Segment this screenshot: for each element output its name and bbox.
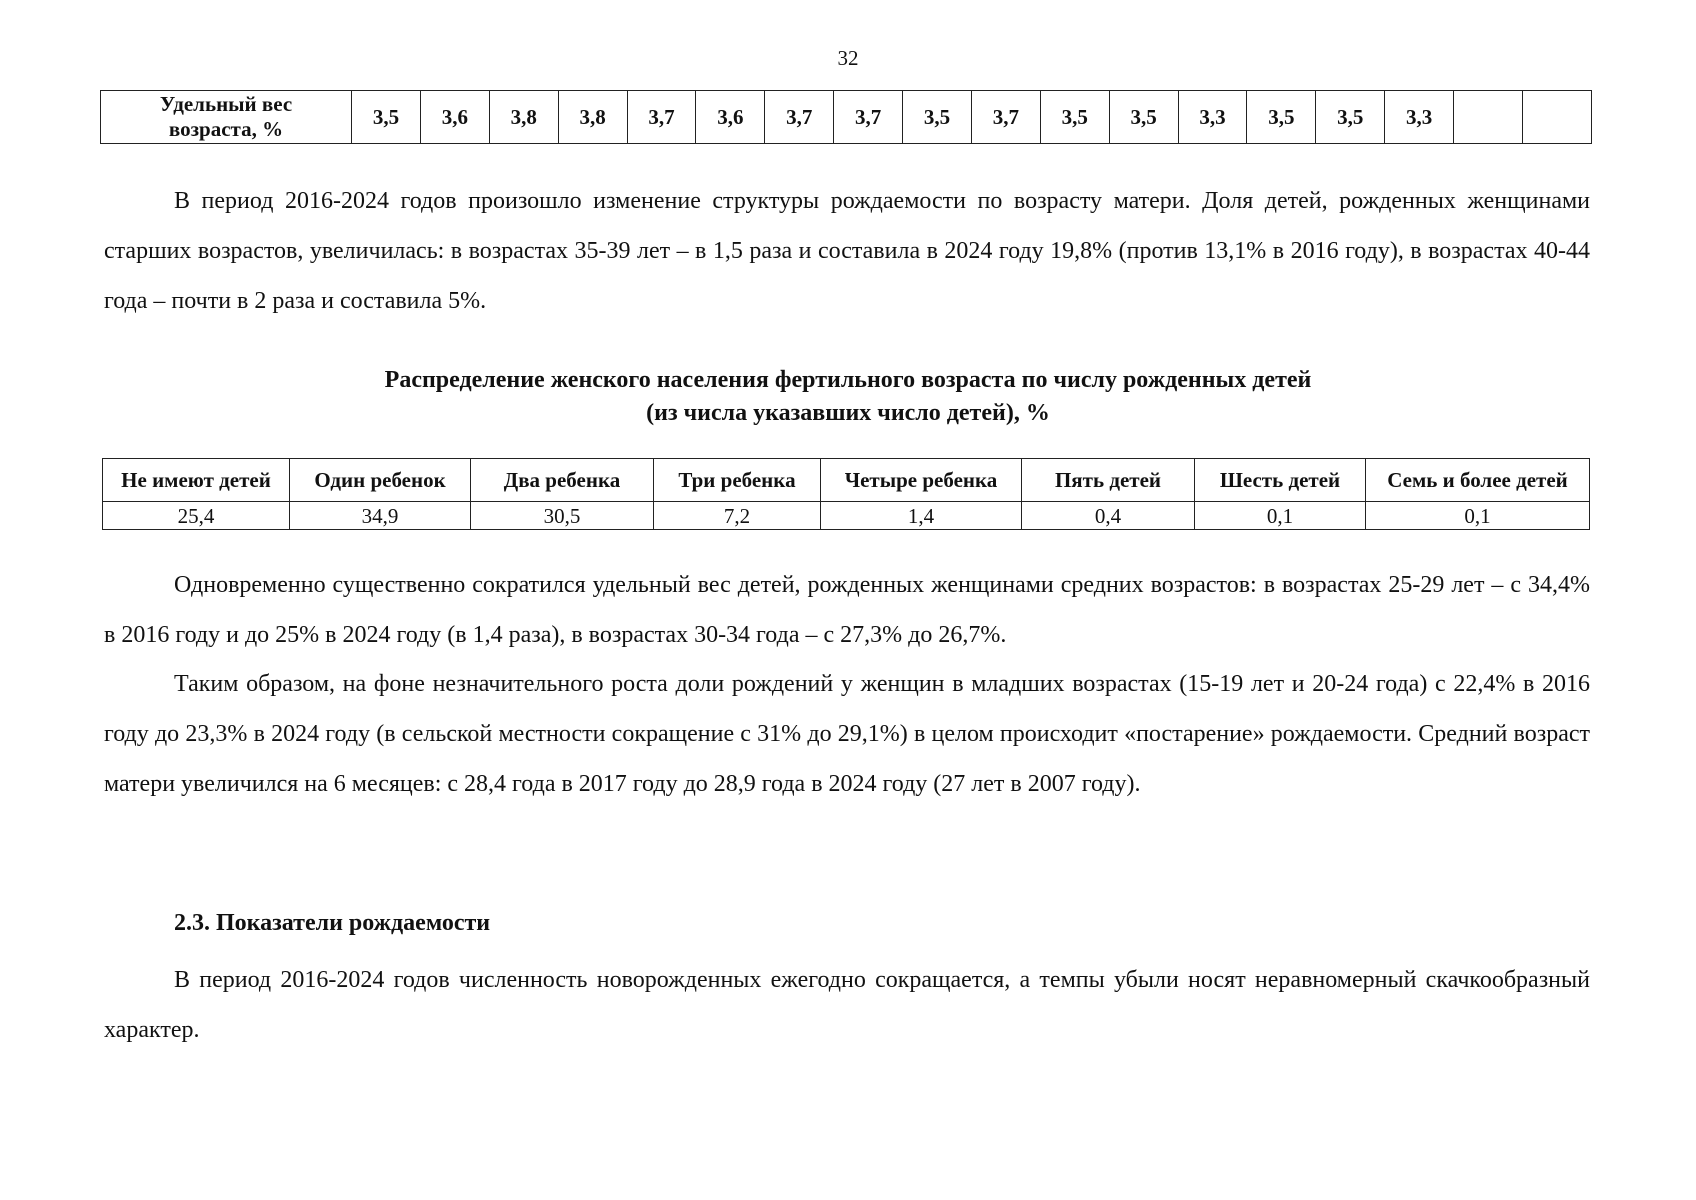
table-cell: 1,4 [821,502,1022,530]
paragraph-1-text: В период 2016-2024 годов произошло изменение структуры рождаемости по возрасту матери. Доля детей, рожденных женщинами старших возрастов, увеличилась: в возрастах 35-39 лет – в 1,5 раза и составила в 2024 году 19,8% (против 13,1% в 2016 году), в возрастах 40-44 года – почти в 2 раза и составила 5%. [104,188,1590,314]
paragraph-age-structure [104,176,1590,326]
paragraph-middle-ages [104,560,1590,660]
column-header: Два ребенка [471,459,654,502]
table-cell: 3,8 [489,91,558,144]
paragraph-newborns [104,955,1590,1055]
table-row [103,502,1590,530]
table-header-row [103,459,1590,502]
paragraph-3-text: Таким образом, на фоне незначительного роста доли рождений у женщин в младших возрастах (15-19 лет и 20-24 года) с 22,4% в 2016 году до 23,3% в 2024 году (в сельской местности сокращение с 31% до 29,1%) в целом происходит «постарение» рождаемости. Средний возраст матери увеличился на 6 месяцев: с 28,4 года в 2017 году до 28,9 года в 2024 году (27 лет в 2007 году). [104,671,1590,797]
column-header: Шесть детей [1195,459,1366,502]
table-cell: 3,5 [1247,91,1316,144]
table-cell: 3,7 [627,91,696,144]
age-weight-table [100,90,1592,144]
column-header: Пять детей [1022,459,1195,502]
paragraph-2-text: Одновременно существенно сократился удельный вес детей, рожденных женщинами средних возрастов: в возрастах 25-29 лет – с 34,4% в 2016 году и до 25% в 2024 году (в 1,4 раза), в возрастах 30-34 года – с 27,3% до 26,7%. [104,572,1590,648]
page-number: 32 [837,46,859,70]
table-cell: 25,4 [103,502,290,530]
paragraph-aging [104,659,1590,809]
table-cell: 34,9 [290,502,471,530]
section-paragraph-text: В период 2016-2024 годов численность новорожденных ежегодно сокращается, а темпы убыли носят неравномерный скачкообразный характер. [104,967,1590,1043]
table-cell: 7,2 [654,502,821,530]
children-distribution-table [102,458,1590,530]
table-cell: 3,5 [352,91,421,144]
column-header: Не имеют детей [103,459,290,502]
table-cell: 0,1 [1195,502,1366,530]
table-cell [1522,91,1591,144]
table-cell: 3,5 [1109,91,1178,144]
table-row [101,91,1592,144]
table-title-line-1: Распределение женского населения фертильного возраста по числу рожденных детей [384,367,1312,393]
table-cell: 30,5 [471,502,654,530]
table-cell: 3,3 [1385,91,1454,144]
table-cell: 3,8 [558,91,627,144]
table-cell: 3,5 [903,91,972,144]
children-table-title [0,364,1696,430]
row-label-line-1: Удельный вес [159,92,293,116]
column-header: Семь и более детей [1366,459,1590,502]
column-header: Один ребенок [290,459,471,502]
table-cell: 0,1 [1366,502,1590,530]
table-cell: 3,7 [971,91,1040,144]
table-cell: 3,6 [696,91,765,144]
table-cell: 3,5 [1040,91,1109,144]
table-cell: 3,3 [1178,91,1247,144]
section-heading: 2.3. Показатели рождаемости [174,910,491,936]
column-header: Четыре ребенка [821,459,1022,502]
row-label-line-2: возраста, % [168,117,284,141]
table-cell: 3,7 [834,91,903,144]
table-title-line-2: (из числа указавших число детей), % [646,400,1050,426]
table-cell: 3,7 [765,91,834,144]
row-label [101,91,352,144]
table-cell [1454,91,1523,144]
table-cell: 0,4 [1022,502,1195,530]
column-header: Три ребенка [654,459,821,502]
table-cell: 3,5 [1316,91,1385,144]
table-cell: 3,6 [420,91,489,144]
